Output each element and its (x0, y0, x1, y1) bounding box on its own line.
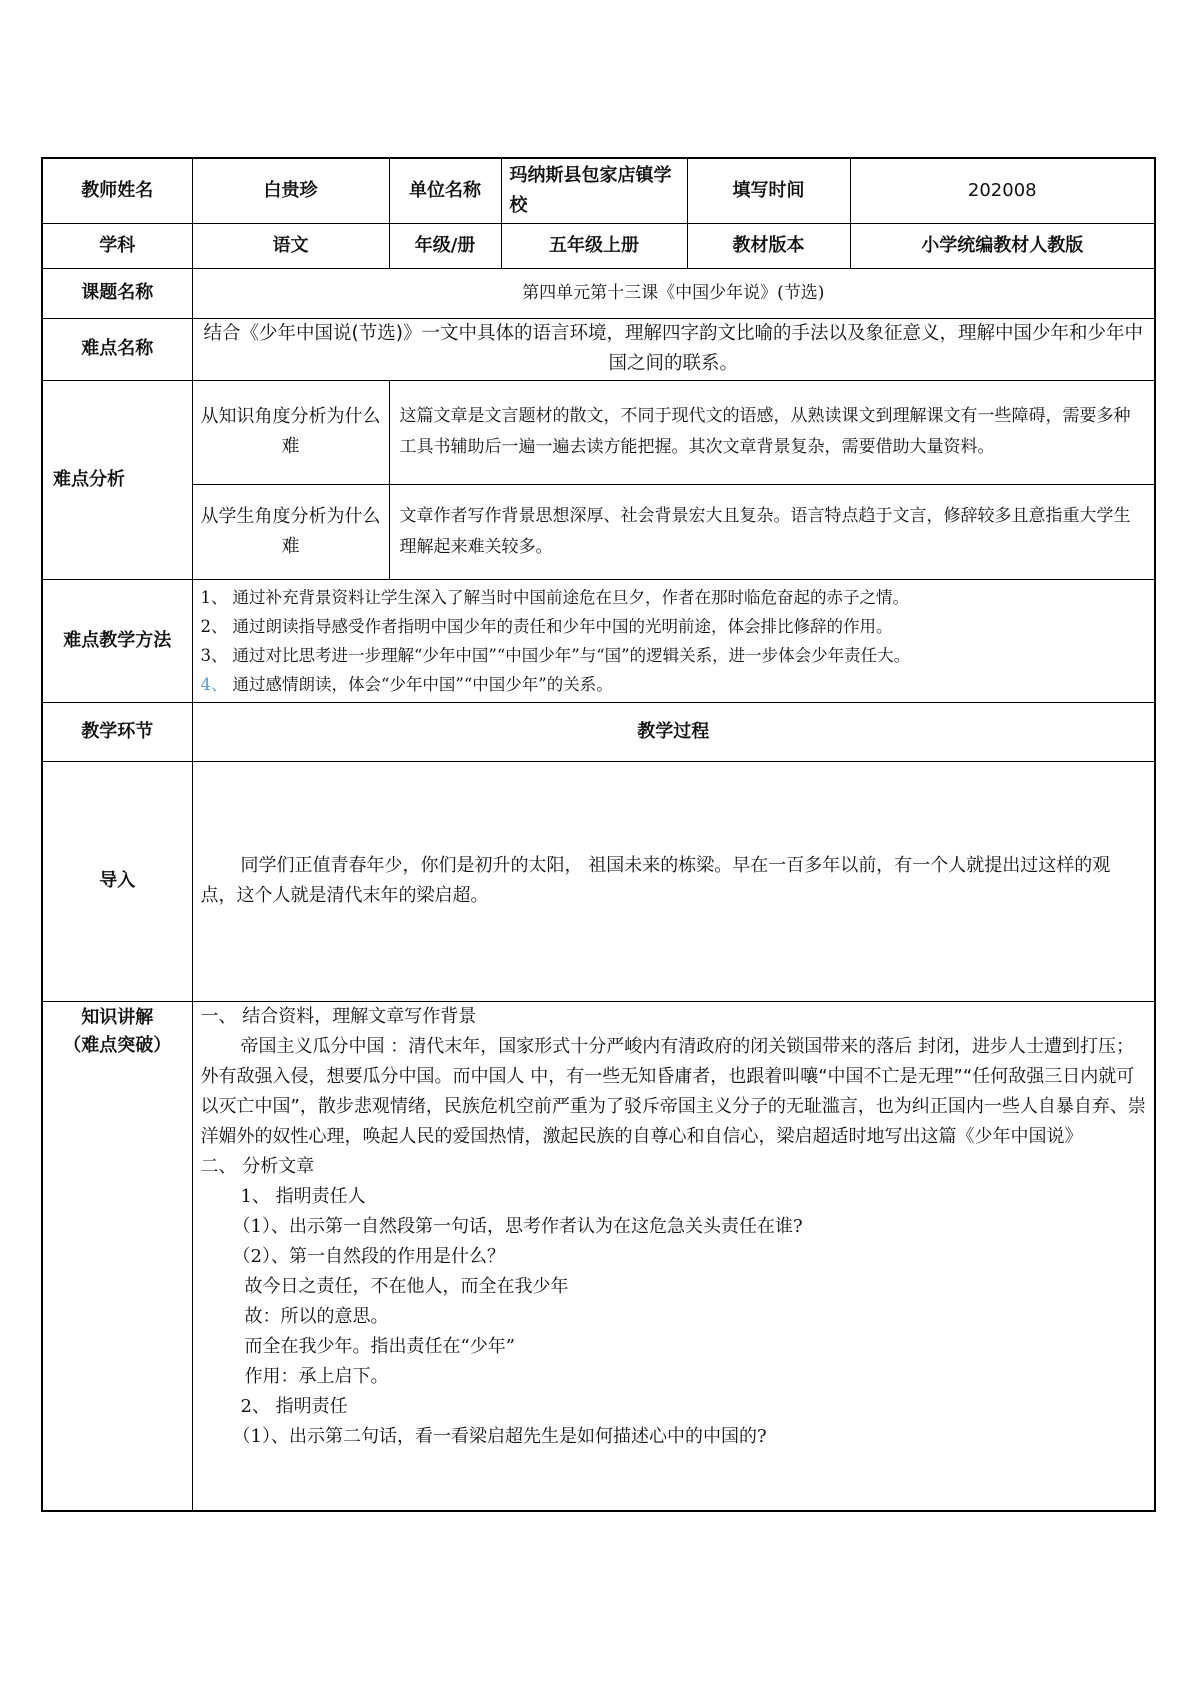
topic-row (42, 268, 1155, 318)
sub-heading-2: 2、 指明责任 (240, 1395, 348, 1417)
knowledge-angle-text: 这篇文章是文言题材的散文，不同于现代文的语感，从熟读课文到理解课文有一些障碍，需要多种工具书辅助后一遍一遍去读方能把握。其次文章背景复杂，需要借助大量资料。 (389, 380, 1155, 484)
methods-row (42, 579, 1155, 702)
lesson-plan-table (41, 157, 1156, 1512)
fill-date-value: 202008 (850, 158, 1155, 223)
method-item: 1、 通过补充背景资料让学生深入了解当时中国前途危在旦夕，作者在那时临危奋起的赤子之情。 (200, 587, 909, 607)
teacher-name-value: 白贵珍 (192, 158, 389, 223)
question-1: （1）、出示第一自然段第一句话，思考作者认为在这危急关头责任在谁? (232, 1215, 803, 1237)
teaching-step-label: 教学环节 (42, 702, 192, 761)
difficulty-value: 结合《少年中国说(节选)》一文中具体的语言环境，理解四字韵文比喻的手法以及象征意义，理解中国少年和少年中国之间的联系。 (192, 318, 1155, 380)
intro-row (42, 761, 1155, 1001)
edition-label: 教材版本 (687, 223, 850, 268)
methods-label: 难点教学方法 (42, 579, 192, 702)
knowledge-angle-label: 从知识角度分析为什么难 (192, 380, 389, 484)
quote-line: 故今日之责任，不在他人，而全在我少年 (244, 1275, 569, 1297)
unit-name-label: 单位名称 (389, 158, 501, 223)
explain-line-2: 而全在我少年。指出责任在“少年” (244, 1335, 515, 1357)
explain-line-1: 故：所以的意思。 (244, 1305, 389, 1327)
method-item: 2、 通过朗读指导感受作者指明中国少年的责任和少年中国的光明前途，体会排比修辞的作用。 (200, 616, 893, 636)
section-1-paragraph: 帝国主义瓜分中国 ：清代末年，国家形式十分严峻内有清政府的闭关锁国带来的落后 封闭，进步人士遭到打压；外有敌强入侵，想要瓜分中国。而中国人 中，有一些无知昏庸者，也跟着叫嚷“中国不亡是无理”“任何敌强三日内就可以灭亡中国”，散步悲观情绪，民族危机空前严重为了驳斥帝国主义分子的无耻滥言，也为纠正国内一些人自暴自弃、崇洋媚外的奴性心理，唤起人民的爱国热情，激起民族的自尊心和自信心，梁启超适时地写出这篇《少年中国说》 (200, 1035, 1146, 1147)
question-2: （2）、第一自然段的作用是什么？ (232, 1245, 505, 1267)
question-3: （1）、出示第二句话，看一看梁启超先生是如何描述心中的中国的? (232, 1425, 767, 1447)
sub-heading-1: 1、 指明责任人 (240, 1185, 366, 1207)
edition-value: 小学统编教材人教版 (850, 223, 1155, 268)
teacher-name-label: 教师姓名 (42, 158, 192, 223)
student-angle-text: 文章作者写作背景思想深厚、社会背景宏大且复杂。语言特点趋于文言，修辞较多且意指重大学生理解起来难关较多。 (389, 484, 1155, 579)
fill-date-label: 填写时间 (687, 158, 850, 223)
method-item: 3、 通过对比思考进一步理解“少年中国”“中国少年”与“国”的逻辑关系，进一步体会少年责任大。 (200, 645, 911, 665)
header-row-2 (42, 223, 1155, 268)
difficulty-row (42, 318, 1155, 380)
methods-list (192, 579, 1155, 702)
student-angle-label: 从学生角度分析为什么难 (192, 484, 389, 579)
teaching-process-label: 教学过程 (192, 702, 1155, 761)
intro-text: 同学们正值青春年少，你们是初升的太阳， 祖国未来的栋梁。早在一百多年以前，有一个人就提出过这样的观点，这个人就是清代末年的梁启超。 (192, 761, 1155, 1001)
topic-value: 第四单元第十三课《中国少年说》(节选) (192, 268, 1155, 318)
subject-label: 学科 (42, 223, 192, 268)
analysis-label: 难点分析 (42, 380, 192, 579)
analysis-row-student (42, 484, 1155, 579)
explain-line-3: 作用：承上启下。 (244, 1365, 389, 1387)
header-row-1 (42, 158, 1155, 223)
analysis-row-knowledge (42, 380, 1155, 484)
method-item: 4、 通过感情朗读，体会“少年中国”“中国少年”的关系。 (200, 674, 613, 694)
knowledge-label: 知识讲解 （难点突破） (42, 1001, 192, 1511)
knowledge-content (192, 1001, 1155, 1511)
difficulty-label: 难点名称 (42, 318, 192, 380)
subject-value: 语文 (192, 223, 389, 268)
unit-name-value: 玛纳斯县包家店镇学校 (501, 158, 687, 223)
section-1-title: 一、 结合资料，理解文章写作背景 (200, 1005, 477, 1027)
topic-label: 课题名称 (42, 268, 192, 318)
section-2-title: 二、 分析文章 (200, 1155, 315, 1177)
knowledge-row (42, 1001, 1155, 1511)
intro-label: 导入 (42, 761, 192, 1001)
grade-label: 年级/册 (389, 223, 501, 268)
grade-value: 五年级上册 (501, 223, 687, 268)
process-header-row (42, 702, 1155, 761)
